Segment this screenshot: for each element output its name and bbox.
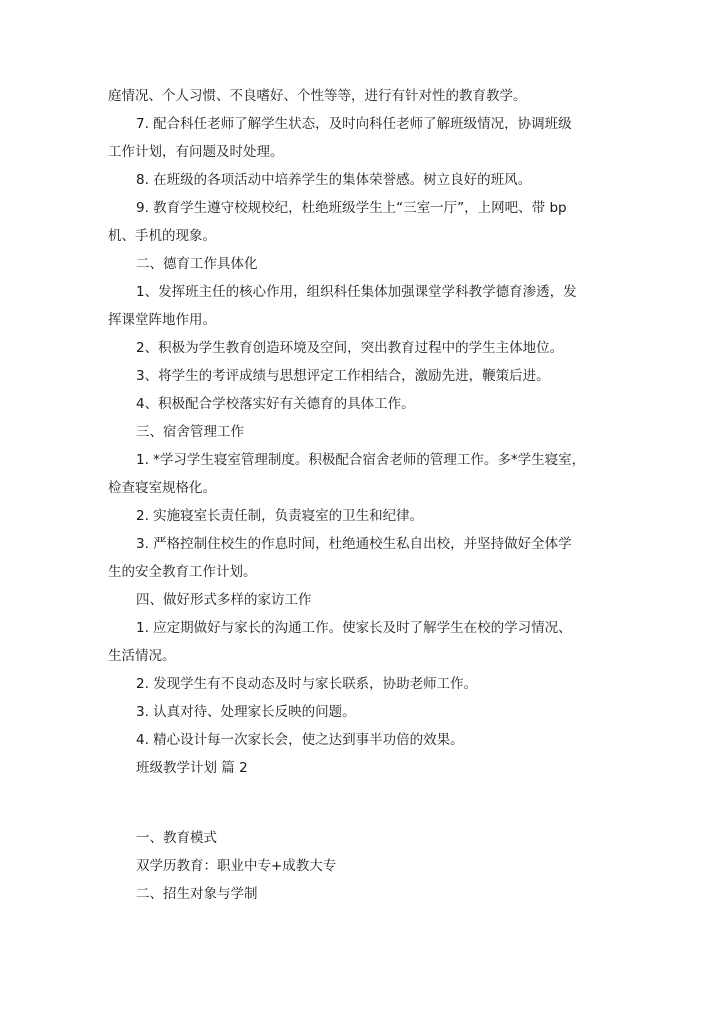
text-line: 检查寝室规格化。 [108,480,216,496]
text-line: 7. 配合科任老师了解学生状态，及时向科任老师了解班级情况，协调班级 [136,116,572,132]
text-line: 4. 精心设计每一次家长会，使之达到事半功倍的效果。 [136,732,464,748]
text-line: 生的安全教育工作计划。 [108,564,257,580]
text-line: 4、积极配合学校落实好有关德育的具体工作。 [136,396,415,412]
text-line: 2. 实施寝室长责任制，负责寝室的卫生和纪律。 [136,508,424,524]
section-heading: 一、教育模式 [136,830,217,846]
text-line: 工作计划，有问题及时处理。 [108,144,284,160]
text-line: 1. 应定期做好与家长的沟通工作。使家长及时了解学生在校的学习情况、 [136,620,572,636]
document-subtitle: 班级教学计划 篇 2 [136,760,248,776]
text-line: 庭情况、个人习惯、不良嗜好、个性等等，进行有针对性的教育教学。 [108,88,527,104]
text-line: 机、手机的现象。 [108,228,216,244]
text-line: 1、发挥班主任的核心作用，组织科任集体加强课堂学科教学德育渗透，发 [136,284,577,300]
text-line: 8. 在班级的各项活动中培养学生的集体荣誉感。树立良好的班风。 [136,172,532,188]
text-line: 2、积极为学生教育创造环境及空间，突出教育过程中的学生主体地位。 [136,340,564,356]
text-line: 挥课堂阵地作用。 [108,312,216,328]
text-line: 3、将学生的考评成绩与思想评定工作相结合，激励先进，鞭策后进。 [136,368,550,384]
text-line: 3. 严格控制住校生的作息时间，杜绝通校生私自出校，并坚持做好全体学 [136,536,572,552]
section-heading: 二、德育工作具体化 [136,256,258,272]
text-line: 2. 发现学生有不良动态及时与家长联系，协助老师工作。 [136,676,478,692]
text-line: 9. 教育学生遵守校规校纪，杜绝班级学生上“三室一厅”，上网吧、带 bp [136,200,567,216]
section-heading: 四、做好形式多样的家访工作 [136,592,312,608]
section-heading: 二、招生对象与学制 [136,886,258,902]
text-line: 3. 认真对待、处理家长反映的问题。 [136,704,356,720]
text-line: 1. *学习学生寝室管理制度。积极配合宿舍老师的管理工作。多*学生寝室， [136,452,586,468]
section-heading: 三、宿舍管理工作 [136,424,244,440]
text-line: 双学历教育：职业中专+成教大专 [136,858,337,874]
text-line: 生活情况。 [108,648,176,664]
